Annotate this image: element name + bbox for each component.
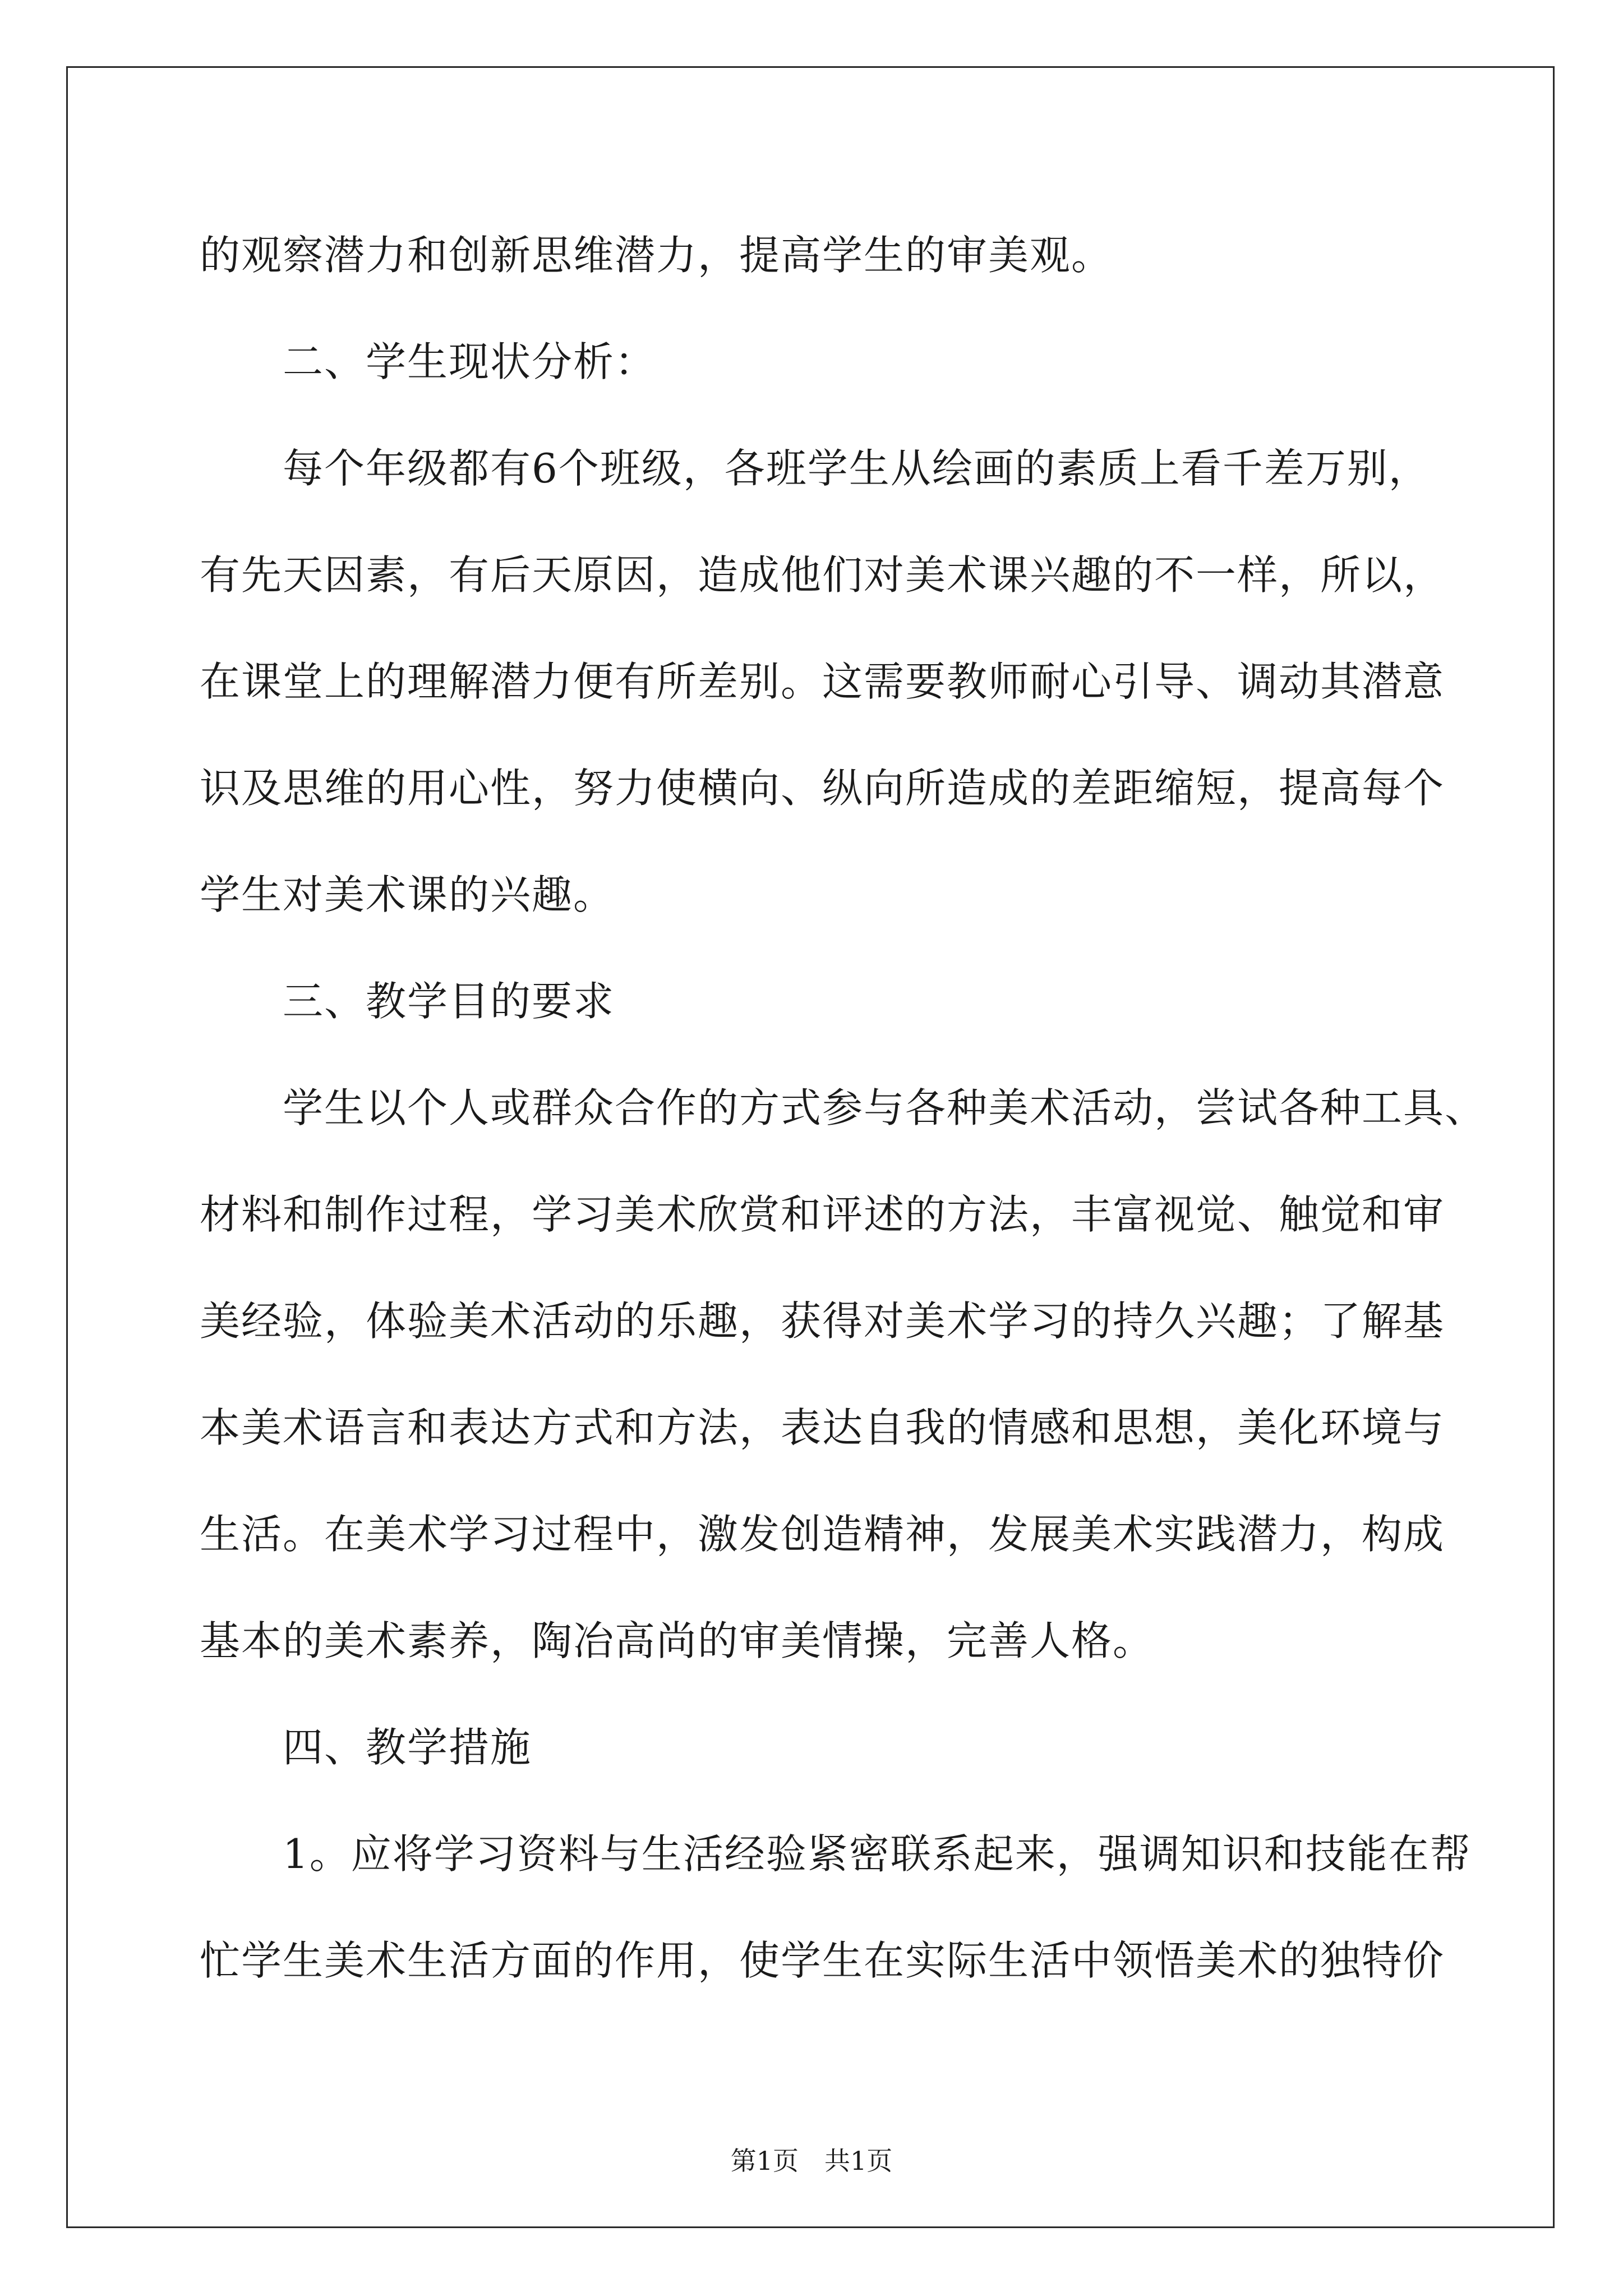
text-line: 基本的美术素养，陶冶高尚的审美情操，完善人格。 [200, 1617, 1155, 1664]
text-line: 本美术语言和表达方式和方法，表达自我的情感和思想，美化环境与 [200, 1404, 1445, 1451]
document-body [200, 202, 1487, 2014]
text-line: 学生以个人或群众合作的方式参与各种美术活动，尝试各种工具、 [283, 1084, 1487, 1131]
text-line: 学生对美术课的兴趣。 [200, 871, 615, 918]
text-line: 1。应将学习资料与生活经验紧密联系起来，强调知识和技能在帮 [283, 1830, 1472, 1878]
text-line: 材料和制作过程，学习美术欣赏和评述的方法，丰富视觉、触觉和审 [200, 1191, 1445, 1238]
section-heading: 三、教学目的要求 [283, 978, 615, 1025]
text-line: 识及思维的用心性，努力使横向、纵向所造成的差距缩短，提高每个 [200, 765, 1445, 812]
text-line: 有先天因素，有后天原因，造成他们对美术课兴趣的不一样，所以， [200, 551, 1445, 599]
text-line: 美经验，体验美术活动的乐趣，获得对美术学习的持久兴趣；了解基 [200, 1297, 1445, 1345]
text-line: 的观察潜力和创新思维潜力，提高学生的审美观。 [200, 232, 1113, 279]
text-line: 在课堂上的理解潜力便有所差别。这需要教师耐心引导、调动其潜意 [200, 658, 1445, 705]
section-heading: 二、学生现状分析： [283, 338, 657, 385]
page-number-footer: 第1页 共1页 [730, 2146, 893, 2176]
section-heading: 四、教学措施 [283, 1724, 532, 1771]
text-line: 每个年级都有6个班级，各班学生从绘画的素质上看千差万别， [283, 445, 1430, 492]
text-line: 忙学生美术生活方面的作用，使学生在实际生活中领悟美术的独特价 [200, 1937, 1445, 1984]
text-line: 生活。在美术学习过程中，激发创造精神，发展美术实践潜力，构成 [200, 1511, 1445, 1558]
